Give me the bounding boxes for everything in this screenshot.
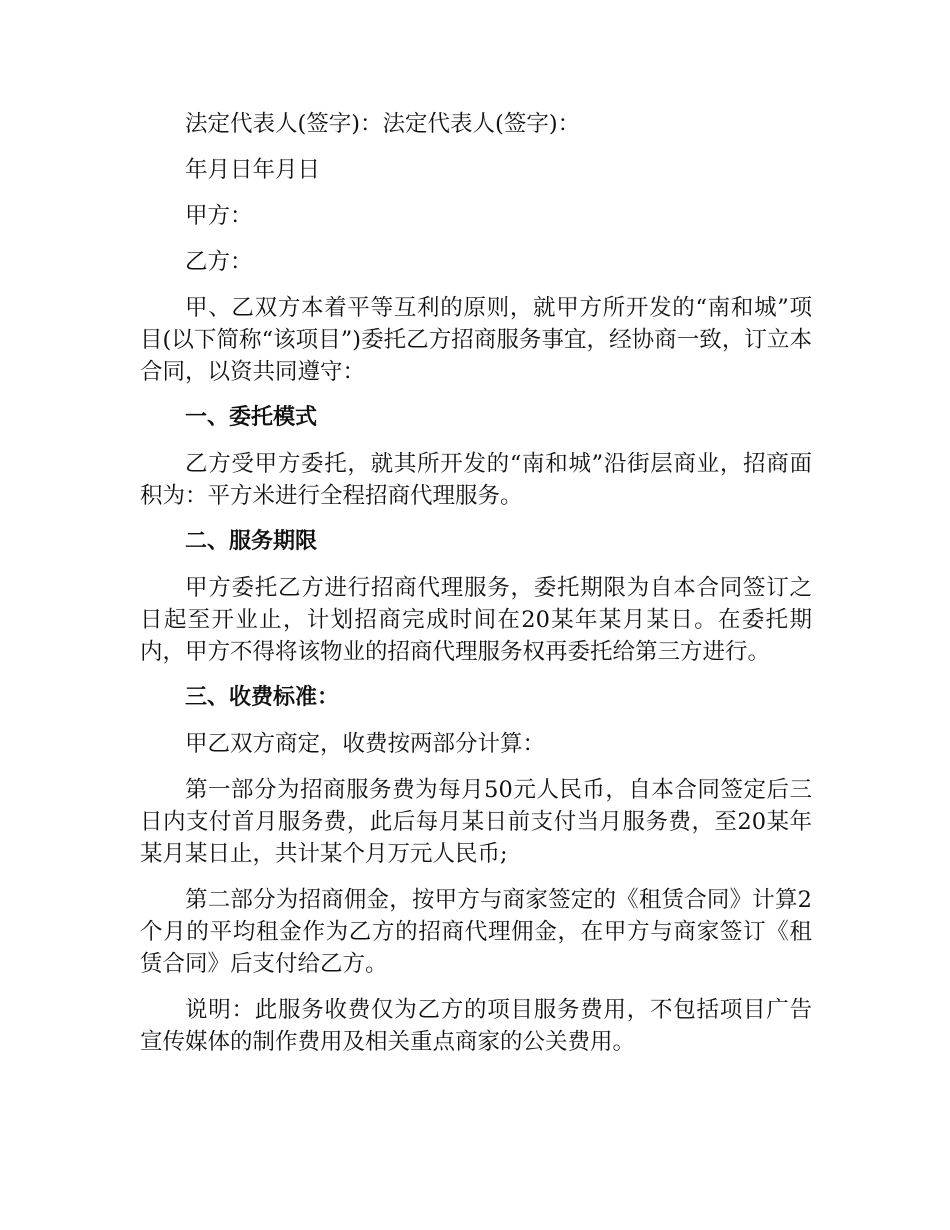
section-3-part-2: 第二部分为招商佣金，按甲方与商家签定的《租赁合同》计算2个月的平均租金作为乙方的招商代理佣金，在甲方与商家签订《租赁合同》后支付给乙方。 — [140, 887, 812, 977]
preamble-paragraph: 甲、乙双方本着平等互利的原则，就甲方所开发的“南和城”项目(以下简称“该项目”)委托乙方招商服务事宜，经协商一致，订立本合同，以资共同遵守： — [140, 295, 812, 385]
party-a-line: 甲方： — [185, 203, 253, 229]
section-heading-1: 一、委托模式 — [185, 405, 318, 430]
section-3-note: 说明：此服务收费仅为乙方的项目服务费用，不包括项目广告宣传媒体的制作费用及相关重点商家的公关费用。 — [140, 997, 812, 1055]
section-3-intro: 甲乙双方商定，收费按两部分计算： — [185, 731, 546, 757]
section-3-part-1: 第一部分为招商服务费为每月50元人民币，自本合同签定后三日内支付首月服务费，此后每月某日前支付当月服务费，至20某年某月某日止，共计某个月万元人民币; — [140, 777, 812, 867]
section-2-paragraph: 甲方委托乙方进行招商代理服务，委托期限为自本合同签订之日起至开业止，计划招商完成时间在20某年某月某日。在委托期内，甲方不得将该物业的招商代理服务权再委托给第三方进行。 — [140, 575, 812, 665]
party-b-line: 乙方： — [185, 249, 253, 275]
section-heading-3: 三、收费标准： — [185, 685, 340, 710]
section-1-paragraph: 乙方受甲方委托，就其所开发的“南和城”沿街层商业，招商面积为：平方米进行全程招商代理服务。 — [140, 451, 812, 509]
section-heading-2: 二、服务期限 — [185, 529, 318, 554]
date-line: 年月日年月日 — [185, 157, 321, 183]
document-body — [140, 108, 812, 1072]
signature-line: 法定代表人(签字)：法定代表人(签字)： — [185, 111, 581, 137]
